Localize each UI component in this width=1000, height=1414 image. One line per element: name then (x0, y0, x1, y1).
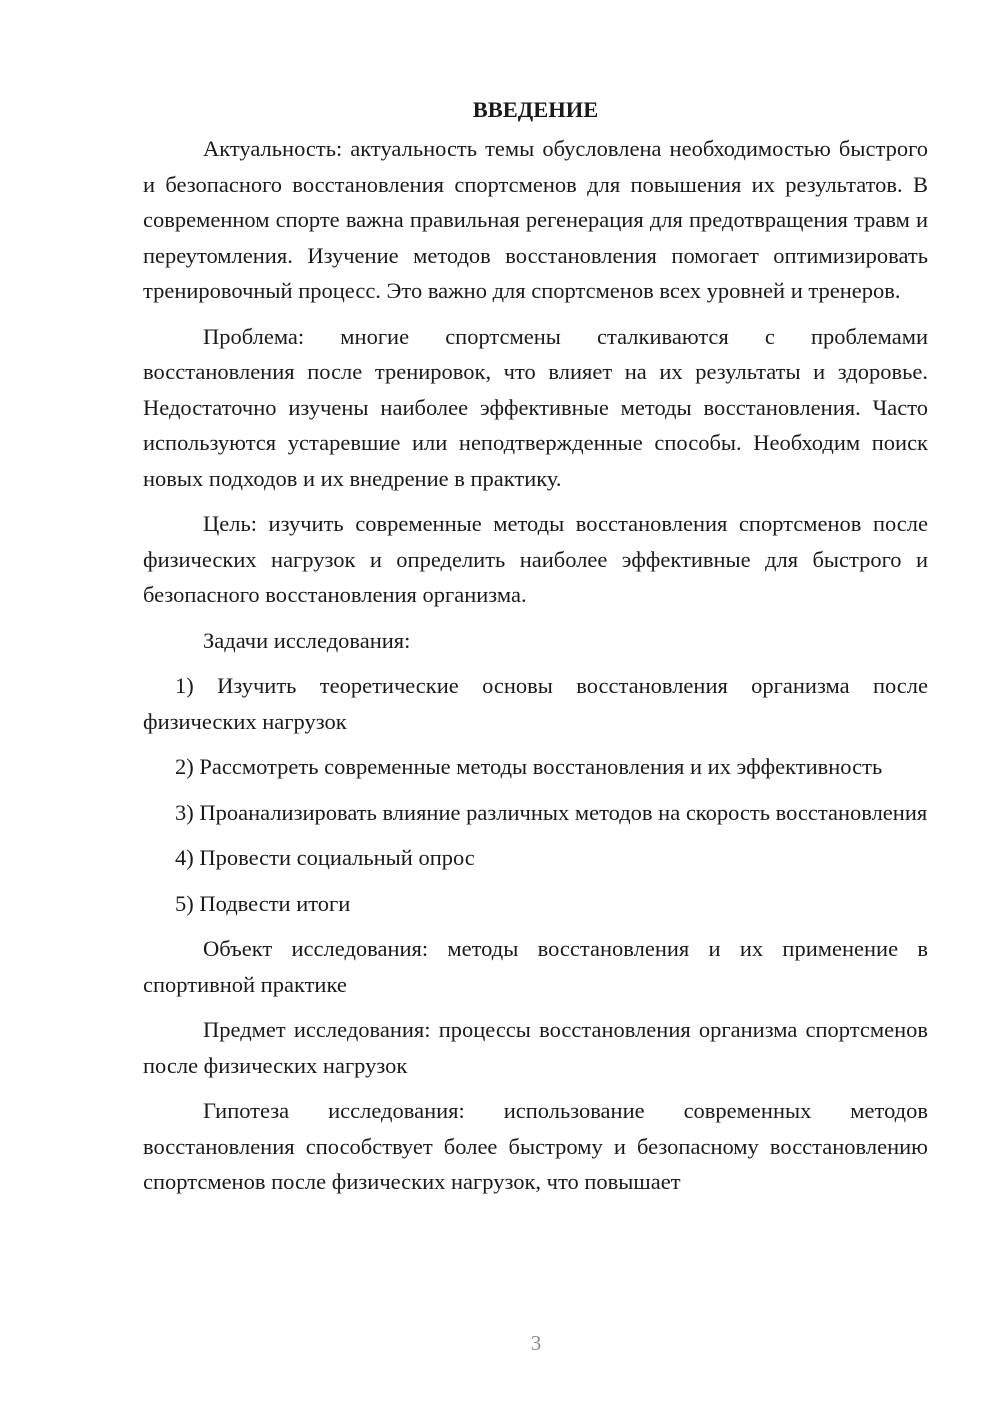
paragraph-problem: Проблема: многие спортсмены сталкиваются с проблемами восстановления после тренировок, что влияет на их результаты и здоровье. Недостаточно изучены наиболее эффективные методы восстановления. Часто используются устаревшие или неподтвержденные способы. Необходим поиск новых подходов и их внедрение в практику. (143, 323, 928, 491)
page-body (143, 92, 928, 1210)
task-item-4: 4) Провести социальный опрос (175, 845, 475, 870)
paragraph-hypothesis: Гипотеза исследования: использование современных методов восстановления способствует более быстрому и безопасному восстановлению спортсменов после физических нагрузок, что повышает (143, 1098, 928, 1194)
task-item-2: 2) Рассмотреть современные методы восстановления и их эффективность (175, 754, 883, 779)
paragraph-subject: Предмет исследования: процессы восстановления организма спортсменов после физических нагрузок (143, 1017, 928, 1078)
task-item-3: 3) Проанализировать влияние различных методов на скорость восстановления (175, 799, 928, 825)
paragraph-relevance: Актуальность: актуальность темы обусловлена необходимостью быстрого и безопасного восстановления спортсменов для повышения их результатов. В современном спорте важна правильная регенерация для предотвращения травм и переутомления. Изучение методов восстановления помогает оптимизировать тренировочный процесс. Это важно для спортсменов всех уровней и тренеров. (143, 136, 928, 303)
task-item-1: 1) Изучить теоретические основы восстановления организма после физических нагрузок (143, 673, 928, 734)
page-number: 3 (530, 1331, 542, 1355)
task-item-5: 5) Подвести итоги (175, 890, 351, 916)
paragraph-goal: Цель: изучить современные методы восстановления спортсменов после физических нагрузок и определить наиболее эффективные для быстрого и безопасного восстановления организма. (143, 511, 928, 607)
tasks-heading: Задачи исследования: (203, 627, 411, 653)
section-title: ВВЕДЕНИЕ (472, 97, 599, 122)
paragraph-object: Объект исследования: методы восстановления и их применение в спортивной практике (143, 936, 928, 997)
